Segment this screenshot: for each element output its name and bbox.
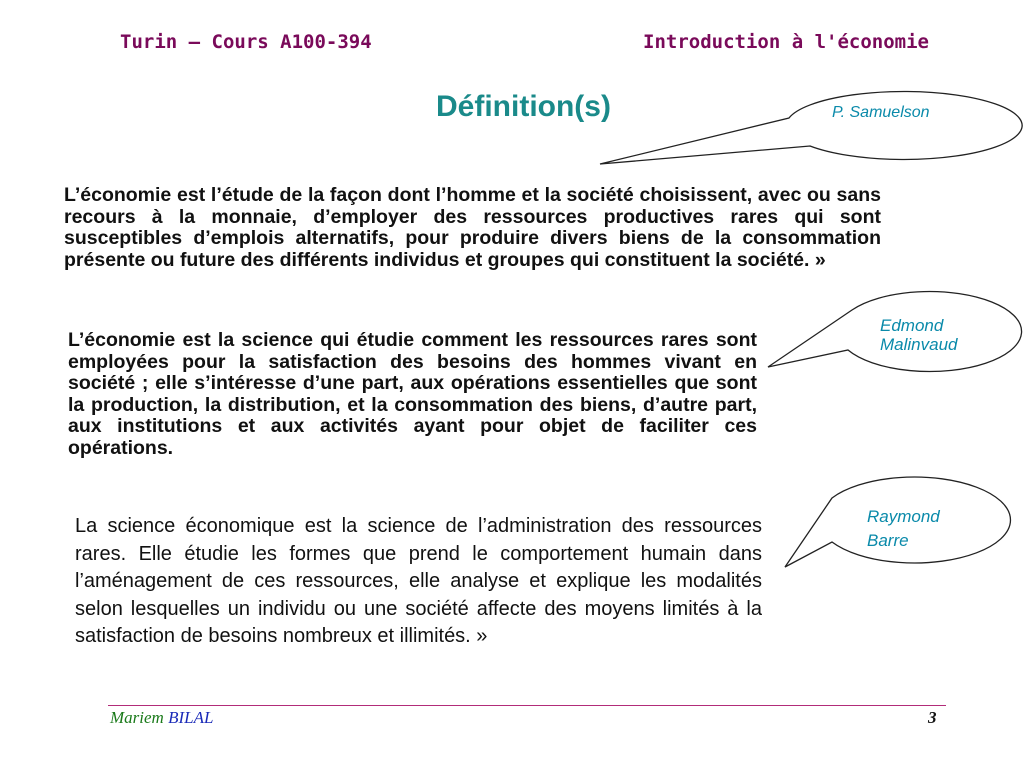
callout-label-malinvaud-line1: Edmond — [880, 316, 944, 335]
definition-barre: La science économique est la science de l’administration des ressources rares. Elle étudie les formes que prend le comportement humain dans l’aménagement de ces ressources, elle analyse et explique les modalités selon lesquelles un individu ou une société affecte des moyens limités à la satisfaction de besoins nombreux et illimités. » — [75, 515, 762, 647]
callout-label-malinvaud — [880, 316, 958, 354]
footer-author-last-name: BILAL — [168, 708, 214, 727]
header-subject-title: Introduction à l'économie — [643, 31, 929, 53]
callout-bubble-samuelson — [600, 91, 1022, 164]
callout-label-barre — [867, 505, 940, 553]
definition-samuelson: L’économie est l’étude de la façon dont l’homme et la société choisissent, avec ou sans recours à la monnaie, d’employer des ressources productives rares qui sont susceptibles d’emplois alternatifs, pour produire divers biens de la consommation présente ou future des différents individus et groupes qui constituent la société. » — [64, 184, 881, 271]
callout-label-malinvaud-line2: Malinvaud — [880, 335, 958, 354]
footer-author-first-name: Mariem — [110, 708, 164, 727]
page-number: 3 — [928, 708, 937, 727]
footer-author — [110, 708, 213, 728]
header-course-title: Turin – Cours A100-394 — [120, 31, 372, 53]
callout-label-barre-line1: Raymond — [867, 507, 940, 526]
slide-title: Définition(s) — [436, 90, 611, 123]
definition-malinvaud: L’économie est la science qui étudie comment les ressources rares sont employées pour la satisfaction des besoins des hommes vivant en société ; elle s’intéresse d’une part, aux opérations essentielles que sont la production, la distribution, et la consommation des biens, d’autre part, aux institutions et aux activités ayant pour objet de faciliter ces opérations. — [68, 329, 757, 459]
footer-divider — [108, 705, 946, 706]
callout-label-samuelson: P. Samuelson — [832, 104, 930, 121]
callout-label-barre-line2: Barre — [867, 531, 909, 550]
